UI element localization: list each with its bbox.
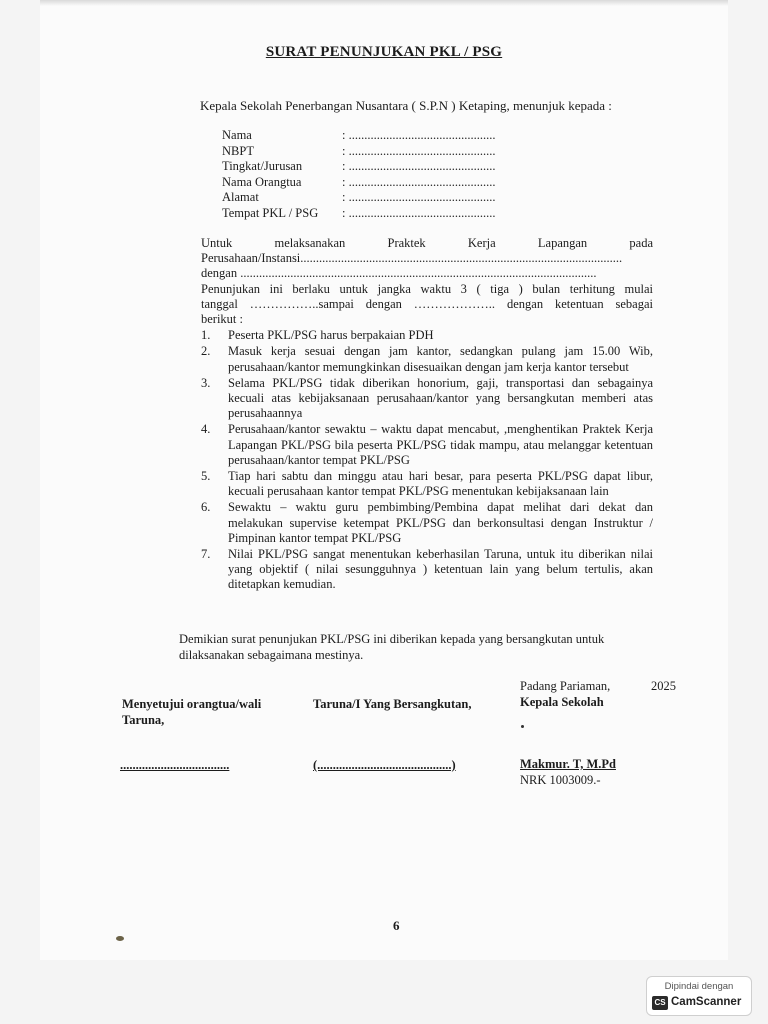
field-blank: : ............................................... bbox=[342, 159, 496, 174]
paragraph-line: berikut : bbox=[201, 312, 244, 327]
field-label: Tingkat/Jurusan bbox=[222, 159, 303, 174]
student-signature-title: Taruna/I Yang Bersangkutan, bbox=[313, 697, 472, 711]
item-number: 7. bbox=[201, 547, 211, 562]
paragraph-line: Perusahaan/Instansi....................................................................................................... bbox=[201, 251, 623, 266]
list-item bbox=[201, 547, 653, 593]
closing-text: Demikian surat penunjukan PKL/PSG ini diberikan kepada yang bersangkutan untuk dilaksanakan sebagaimana mestinya. bbox=[179, 632, 605, 662]
field-label: NBPT bbox=[222, 143, 254, 158]
field-label: Nama Orangtua bbox=[222, 174, 302, 189]
field-label: Nama bbox=[222, 128, 252, 142]
document-title: SURAT PENUNJUKAN PKL / PSG bbox=[265, 44, 503, 60]
paragraph-line: Untuk melaksanakan Praktek Kerja Lapangan pada bbox=[201, 236, 653, 250]
list-item bbox=[201, 469, 653, 499]
guardian-signature-title-2: Taruna, bbox=[122, 713, 165, 727]
principal-signature-title: Kepala Sekolah bbox=[520, 695, 604, 709]
principal-name: Makmur. T, M.Pd bbox=[520, 757, 616, 771]
camscanner-logo-icon: CS bbox=[652, 996, 668, 1010]
field-row bbox=[222, 159, 495, 175]
camscanner-watermark bbox=[646, 976, 752, 1016]
list-item bbox=[201, 344, 653, 374]
paragraph-line: tanggal ……………..sampai dengan ……………….. dengan ketentuan sebagai bbox=[201, 296, 653, 311]
body-text bbox=[201, 236, 653, 593]
item-number: 2. bbox=[201, 344, 211, 359]
principal-nrk: NRK 1003009.- bbox=[520, 773, 601, 787]
page-number: 6 bbox=[393, 918, 400, 933]
item-number: 5. bbox=[201, 469, 211, 484]
field-row bbox=[222, 190, 495, 206]
field-blank: : ............................................... bbox=[342, 128, 496, 142]
appointee-fields bbox=[222, 128, 495, 222]
field-label: Tempat PKL / PSG bbox=[222, 205, 319, 220]
place-label: Padang Pariaman, bbox=[520, 679, 611, 693]
guardian-signature-line: ................................... bbox=[120, 758, 230, 772]
scan-speck bbox=[116, 936, 124, 941]
field-row bbox=[222, 175, 495, 191]
item-text: Peserta PKL/PSG harus berpakaian PDH bbox=[228, 328, 434, 343]
field-label: Alamat bbox=[222, 190, 259, 205]
item-text: Nilai PKL/PSG sangat menentukan keberhasilan Taruna, untuk itu diberikan nilai yang objektif ( nilai sesungguhnya ) ketentuan lain yang belum tertulis, akan ditetapkan kemudian. bbox=[228, 547, 653, 592]
item-text: Selama PKL/PSG tidak diberikan honorium, gaji, transportasi dan sebagainya kecuali atas kebijaksanaan perusahaan/kantor yang bersangkutan memberi atas perusahaannya bbox=[228, 375, 653, 421]
field-row bbox=[222, 144, 495, 160]
list-item bbox=[201, 422, 653, 468]
guardian-signature-title: Menyetujui orangtua/wali bbox=[122, 697, 262, 711]
item-number: 6. bbox=[201, 500, 211, 515]
item-number: 1. bbox=[201, 328, 211, 343]
scan-edge bbox=[40, 0, 728, 6]
field-blank: : ............................................... bbox=[342, 143, 496, 158]
field-blank: : ............................................... bbox=[342, 205, 496, 220]
watermark-caption: Dipindai dengan bbox=[664, 981, 734, 992]
list-item bbox=[201, 328, 653, 343]
paragraph-line: Penunjukan ini berlaku untuk jangka waktu 3 ( tiga ) bulan terhitung mulai bbox=[201, 281, 653, 296]
item-text: Sewaktu – waktu guru pembimbing/Pembina dapat melihat dari dekat dan melakukan supervise ketempat PKL/PSG dan berkonsultasi dengan Instruktur / Pimpinan kantor tempat PKL/PSG bbox=[228, 500, 653, 545]
field-blank: : ............................................... bbox=[342, 174, 496, 189]
watermark-brand: CamScanner bbox=[671, 996, 742, 1008]
item-text: Masuk kerja sesuai dengan jam kantor, sedangkan pulang jam 15.00 Wib, perusahaan/kantor memungkinkan disesuaikan dengan jam kerja kantor tersebut bbox=[228, 344, 653, 374]
student-signature-line: (...........................................) bbox=[313, 758, 456, 772]
intro-text: Kepala Sekolah Penerbangan Nusantara ( S.P.N ) Ketaping, menunjuk kepada : bbox=[200, 98, 612, 113]
field-row bbox=[222, 128, 495, 144]
year-label: 2025 bbox=[651, 679, 676, 693]
paragraph-line: dengan .................................................................................................................. bbox=[201, 266, 597, 281]
list-item bbox=[201, 376, 653, 422]
field-row bbox=[222, 206, 495, 222]
list-item bbox=[201, 500, 653, 546]
field-blank: : ............................................... bbox=[342, 190, 496, 205]
terms-list bbox=[201, 328, 653, 592]
item-text: Tiap hari sabtu dan minggu atau hari besar, para peserta PKL/PSG dapat libur, kecuali perusahaan kantor tempat PKL/PSG menentukan kebijaksanaan lain bbox=[228, 469, 653, 499]
principal-mark bbox=[521, 725, 524, 728]
item-text: Perusahaan/kantor sewaktu – waktu dapat mencabut, ,menghentikan Praktek Kerja Lapangan PKL/PSG bila peserta PKL/PSG tidak mampu, atau melanggar ketentuan perusahaan/kantor tempat PKL/PSG bbox=[228, 422, 653, 467]
item-number: 3. bbox=[201, 375, 211, 390]
item-number: 4. bbox=[201, 422, 211, 437]
